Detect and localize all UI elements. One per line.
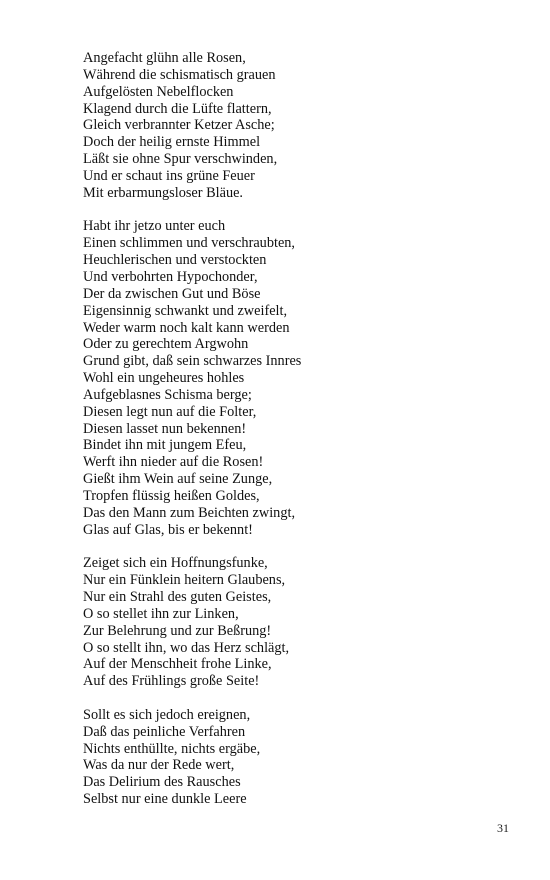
poem-line: Der da zwischen Gut und Böse xyxy=(83,285,261,302)
poem-line: Nur ein Strahl des guten Geistes, xyxy=(83,589,272,605)
poem-line: Werft ihn nieder auf die Rosen! xyxy=(83,454,264,471)
poem-line: Zeiget sich ein Hoffnungsfunke, xyxy=(83,555,268,572)
poem-line: Doch der heilig ernste Himmel xyxy=(83,134,261,151)
poem-line: Angefacht glühn alle Rosen, xyxy=(83,50,246,66)
poem-line: Eigensinnig schwankt und zweifelt, xyxy=(83,302,288,319)
poem-line: Läßt sie ohne Spur verschwinden, xyxy=(83,151,278,168)
stanza-2 xyxy=(83,218,503,538)
poem-line: Aufgeblasnes Schisma berge; xyxy=(83,386,252,403)
poem-line: O so stellt ihn, wo das Herz schlägt, xyxy=(83,639,290,656)
poem-line: Tropfen flüssig heißen Goldes, xyxy=(83,487,260,504)
poem-line: Grund gibt, daß sein schwarzes Innres xyxy=(83,353,302,370)
poem-line: Nichts enthüllte, nichts ergäbe, xyxy=(83,740,261,757)
poem-line: Nur ein Fünklein heitern Glaubens, xyxy=(83,572,286,589)
poem-line: Auf des Frühlings große Seite! xyxy=(83,673,260,690)
poem-line: Das den Mann zum Beichten zwingt, xyxy=(83,504,296,521)
poem-line: Auf der Menschheit frohe Linke, xyxy=(83,656,272,673)
poem-line: Zur Belehrung und zur Beßrung! xyxy=(83,622,272,639)
poem-line: Habt ihr jetzo unter euch xyxy=(83,218,226,235)
poem-line: Und verbohrten Hypochonder, xyxy=(83,268,258,285)
poem-line: Gießt ihm Wein auf seine Zunge, xyxy=(83,471,273,488)
stanza-4 xyxy=(83,707,503,808)
stanza-1 xyxy=(83,50,503,202)
poem-line: Was da nur der Rede wert, xyxy=(83,757,235,774)
poem-line: Bindet ihn mit jungem Efeu, xyxy=(83,437,247,454)
poem-line: Selbst nur eine dunkle Leere xyxy=(83,791,247,808)
poem-line: Gleich verbrannter Ketzer Asche; xyxy=(83,117,275,134)
poem-line: Wohl ein ungeheures hohles xyxy=(83,370,245,387)
poem-line: Heuchlerischen und verstockten xyxy=(83,252,267,269)
poem-line: Glas auf Glas, bis er bekennt! xyxy=(83,521,253,538)
poem-line: Und er schaut ins grüne Feuer xyxy=(83,167,255,184)
stanza-3 xyxy=(83,555,503,690)
page-number: 31 xyxy=(497,821,509,835)
poem-line: Daß das peinliche Verfahren xyxy=(83,723,246,740)
poem-line: Sollt es sich jedoch ereignen, xyxy=(83,706,251,723)
poem-line: Einen schlimmen und verschraubten, xyxy=(83,235,296,252)
poem-line: Während die schismatisch grauen xyxy=(83,66,276,83)
poem-text xyxy=(83,50,503,808)
poem-line: Aufgelösten Nebelflocken xyxy=(83,83,234,100)
poem-line: Mit erbarmungsloser Bläue. xyxy=(83,184,244,201)
poem-line: Diesen legt nun auf die Folter, xyxy=(83,403,257,420)
poem-line: O so stellet ihn zur Linken, xyxy=(83,605,239,622)
poem-line: Oder zu gerechtem Argwohn xyxy=(83,336,249,353)
poem-line: Das Delirium des Rausches xyxy=(83,774,241,791)
poem-line: Weder warm noch kalt kann werden xyxy=(83,319,290,336)
poem-line: Klagend durch die Lüfte flattern, xyxy=(83,100,272,117)
poem-line: Diesen lasset nun bekennen! xyxy=(83,420,247,437)
